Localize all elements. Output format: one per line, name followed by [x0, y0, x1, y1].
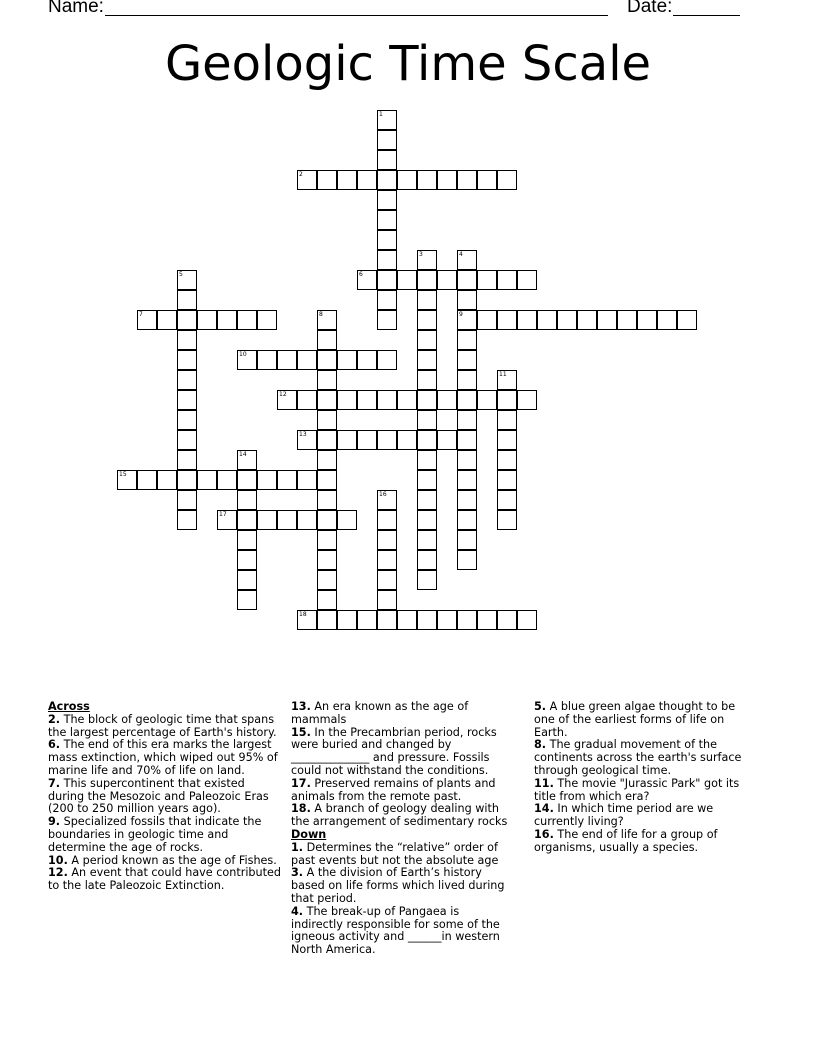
- crossword-cell[interactable]: [377, 430, 397, 450]
- crossword-cell[interactable]: [397, 170, 417, 190]
- crossword-cell[interactable]: [337, 170, 357, 190]
- crossword-cell[interactable]: [637, 310, 657, 330]
- crossword-cell[interactable]: [317, 570, 337, 590]
- crossword-cell[interactable]: [177, 310, 197, 330]
- crossword-cell[interactable]: [457, 370, 477, 390]
- crossword-cell[interactable]: [117, 470, 137, 490]
- crossword-cell[interactable]: [377, 290, 397, 310]
- crossword-cell[interactable]: [357, 610, 377, 630]
- crossword-cell[interactable]: [217, 470, 237, 490]
- clue-number: 9: [459, 311, 463, 318]
- clue-number: 7: [139, 311, 143, 318]
- crossword-cell[interactable]: [277, 510, 297, 530]
- crossword-cell[interactable]: [377, 310, 397, 330]
- crossword-cell[interactable]: [217, 510, 237, 530]
- crossword-cell[interactable]: [377, 490, 397, 510]
- crossword-cell[interactable]: [237, 350, 257, 370]
- crossword-cell[interactable]: [597, 310, 617, 330]
- crossword-cell[interactable]: [497, 450, 517, 470]
- clue-number: 18: [299, 611, 307, 618]
- crossword-cell[interactable]: [497, 170, 517, 190]
- crossword-cell[interactable]: [357, 430, 377, 450]
- clue-across-18: 18. A branch of geology dealing with the arrangement of sedimentary rocks: [291, 802, 508, 829]
- clue-number: 16: [379, 491, 387, 498]
- crossword-cell[interactable]: [417, 430, 437, 450]
- date-field[interactable]: [673, 15, 740, 16]
- crossword-cell[interactable]: [317, 530, 337, 550]
- crossword-cell[interactable]: [437, 610, 457, 630]
- crossword-cell[interactable]: [417, 170, 437, 190]
- crossword-cell[interactable]: [417, 570, 437, 590]
- crossword-cell[interactable]: [517, 610, 537, 630]
- crossword-cell[interactable]: [177, 410, 197, 430]
- crossword-cell[interactable]: [377, 570, 397, 590]
- crossword-cell[interactable]: [457, 350, 477, 370]
- clue-across-2: 2. The block of geologic time that spans the largest percentage of Earth's history.: [48, 712, 277, 739]
- date-label: Date:: [627, 0, 673, 17]
- crossword-cell[interactable]: [377, 610, 397, 630]
- crossword-cell[interactable]: [377, 590, 397, 610]
- crossword-cell[interactable]: [377, 350, 397, 370]
- crossword-cell[interactable]: [417, 470, 437, 490]
- crossword-cell[interactable]: [197, 470, 217, 490]
- crossword-cell[interactable]: [377, 270, 397, 290]
- crossword-cell[interactable]: [237, 510, 257, 530]
- crossword-cell[interactable]: [497, 510, 517, 530]
- clue-number: 5: [179, 271, 183, 278]
- crossword-cell[interactable]: [417, 250, 437, 270]
- crossword-cell[interactable]: [477, 170, 497, 190]
- crossword-cell[interactable]: [297, 170, 317, 190]
- crossword-cell[interactable]: [457, 490, 477, 510]
- clue-down-4: 4. The break-up of Pangaea is indirectly responsible for some of the igneous activity and ______in western North America.: [291, 904, 500, 957]
- crossword-cell[interactable]: [377, 170, 397, 190]
- clue-number: 10: [239, 351, 247, 358]
- crossword-cell[interactable]: [457, 430, 477, 450]
- clue-number: 17: [219, 511, 227, 518]
- crossword-cell[interactable]: [497, 370, 517, 390]
- crossword-cell[interactable]: [317, 350, 337, 370]
- clue-down-11: 11. The movie "Jurassic Park" got its title from which era?: [534, 776, 740, 803]
- crossword-cell[interactable]: [317, 390, 337, 410]
- crossword-cell[interactable]: [657, 310, 677, 330]
- crossword-cell[interactable]: [237, 470, 257, 490]
- crossword-cell[interactable]: [457, 470, 477, 490]
- crossword-cell[interactable]: [377, 530, 397, 550]
- crossword-cell[interactable]: [457, 510, 477, 530]
- crossword-cell[interactable]: [177, 450, 197, 470]
- crossword-cell[interactable]: [237, 570, 257, 590]
- crossword-cell[interactable]: [677, 310, 697, 330]
- across-heading: Across: [48, 700, 90, 713]
- crossword-cell[interactable]: [617, 310, 637, 330]
- crossword-cell[interactable]: [237, 450, 257, 470]
- crossword-cell[interactable]: [417, 550, 437, 570]
- page-title: Geologic Time Scale: [164, 36, 652, 92]
- crossword-cell[interactable]: [277, 350, 297, 370]
- crossword-cell[interactable]: [237, 310, 257, 330]
- crossword-cell[interactable]: [237, 490, 257, 510]
- crossword-cell[interactable]: [237, 590, 257, 610]
- crossword-cell[interactable]: [497, 310, 517, 330]
- clue-down-1: 1. Determines the “relative” order of past events but not the absolute age: [291, 840, 499, 867]
- crossword-cell[interactable]: [317, 610, 337, 630]
- clue-number: 2: [299, 171, 303, 178]
- crossword-cell[interactable]: [297, 510, 317, 530]
- crossword-cell[interactable]: [457, 610, 477, 630]
- crossword-cell[interactable]: [317, 310, 337, 330]
- crossword-cell[interactable]: [337, 430, 357, 450]
- crossword-cell[interactable]: [377, 250, 397, 270]
- clue-number: 4: [459, 251, 463, 258]
- crossword-cell[interactable]: [297, 610, 317, 630]
- crossword-cell[interactable]: [457, 330, 477, 350]
- crossword-cell[interactable]: [457, 290, 477, 310]
- crossword-cell[interactable]: [297, 390, 317, 410]
- crossword-cell[interactable]: [397, 390, 417, 410]
- crossword-cell[interactable]: [137, 310, 157, 330]
- crossword-cell[interactable]: [497, 610, 517, 630]
- crossword-cell[interactable]: [537, 310, 557, 330]
- crossword-cell[interactable]: [177, 470, 197, 490]
- crossword-cell[interactable]: [337, 350, 357, 370]
- crossword-cell[interactable]: [477, 310, 497, 330]
- clue-number: 6: [359, 271, 363, 278]
- crossword-cell[interactable]: [457, 550, 477, 570]
- crossword-cell[interactable]: [397, 430, 417, 450]
- crossword-cell[interactable]: [417, 310, 437, 330]
- crossword-cell[interactable]: [357, 350, 377, 370]
- crossword-cell[interactable]: [517, 310, 537, 330]
- crossword-cell[interactable]: [497, 390, 517, 410]
- crossword-cell[interactable]: [457, 390, 477, 410]
- crossword-cell[interactable]: [237, 530, 257, 550]
- crossword-cell[interactable]: [457, 450, 477, 470]
- crossword-cell[interactable]: [337, 610, 357, 630]
- crossword-cell[interactable]: [377, 210, 397, 230]
- crossword-cell[interactable]: [417, 450, 437, 470]
- crossword-cell[interactable]: [517, 390, 537, 410]
- crossword-cell[interactable]: [377, 230, 397, 250]
- clue-number: 11: [499, 371, 507, 378]
- crossword-cell[interactable]: [317, 470, 337, 490]
- crossword-cell[interactable]: [397, 270, 417, 290]
- clue-down-5: 5. A blue green algae thought to be one of the earliest forms of life on Earth.: [534, 700, 736, 739]
- crossword-cell[interactable]: [417, 530, 437, 550]
- crossword-cell[interactable]: [477, 270, 497, 290]
- crossword-cell[interactable]: [577, 310, 597, 330]
- clue-number: 12: [279, 391, 287, 398]
- crossword-cell[interactable]: [417, 390, 437, 410]
- crossword-cell[interactable]: [177, 330, 197, 350]
- crossword-cell[interactable]: [497, 410, 517, 430]
- crossword-cell[interactable]: [177, 290, 197, 310]
- crossword-cell[interactable]: [337, 390, 357, 410]
- clue-across-9: 9. Specialized fossils that indicate the boundaries in geologic time and determine the age of rocks.: [48, 815, 262, 854]
- crossword-cell[interactable]: [477, 610, 497, 630]
- crossword-cell[interactable]: [157, 310, 177, 330]
- clue-down-14: 14. In which time period are we currently living?: [534, 802, 714, 829]
- clue-number: 1: [379, 111, 383, 118]
- crossword-cell[interactable]: [477, 390, 497, 410]
- crossword-cell[interactable]: [377, 190, 397, 210]
- crossword-cell[interactable]: [457, 530, 477, 550]
- crossword-cell[interactable]: [277, 470, 297, 490]
- clues-column-1: [48, 701, 284, 893]
- clue-across-15: 15. In the Precambrian period, rocks were buried and changed by ______________ and pressure. Fossils could not withstand the conditions.: [291, 725, 497, 777]
- crossword-cell[interactable]: [457, 250, 477, 270]
- crossword-cell[interactable]: [297, 430, 317, 450]
- clue-down-16: 16. The end of life for a group of organisms, usually a species.: [534, 827, 718, 854]
- clue-number: 3: [419, 251, 423, 258]
- clue-across-10: 10. A period known as the age of Fishes.: [48, 853, 277, 867]
- clue-across-17: 17. Preserved remains of plants and animals from the remote past.: [291, 776, 496, 803]
- crossword-cell[interactable]: [317, 430, 337, 450]
- crossword-cell[interactable]: [377, 110, 397, 130]
- crossword-cell[interactable]: [377, 510, 397, 530]
- crossword-cell[interactable]: [377, 150, 397, 170]
- crossword-cell[interactable]: [317, 370, 337, 390]
- crossword-cell[interactable]: [357, 170, 377, 190]
- crossword-cell[interactable]: [417, 350, 437, 370]
- crossword-cell[interactable]: [417, 410, 437, 430]
- crossword-cell[interactable]: [317, 510, 337, 530]
- crossword-cell[interactable]: [457, 310, 477, 330]
- crossword-cell[interactable]: [417, 370, 437, 390]
- clue-across-12: 12. An event that could have contributed to the late Paleozoic Extinction.: [48, 866, 281, 893]
- crossword-cell[interactable]: [317, 330, 337, 350]
- clue-down-8: 8. The gradual movement of the continents across the earth's surface through geological time.: [534, 738, 742, 777]
- crossword-cell[interactable]: [357, 270, 377, 290]
- crossword-cell[interactable]: [257, 510, 277, 530]
- crossword-cell[interactable]: [157, 470, 177, 490]
- crossword-cell[interactable]: [377, 130, 397, 150]
- crossword-cell[interactable]: [317, 490, 337, 510]
- crossword-cell[interactable]: [397, 610, 417, 630]
- clues-column-3: [534, 701, 754, 855]
- crossword-cell[interactable]: [417, 270, 437, 290]
- crossword-cell[interactable]: [177, 390, 197, 410]
- crossword-cell[interactable]: [177, 430, 197, 450]
- clue-number: 15: [119, 471, 127, 478]
- crossword-cell[interactable]: [297, 470, 317, 490]
- down-heading: Down: [291, 827, 327, 841]
- crossword-cell[interactable]: [317, 170, 337, 190]
- crossword-cell[interactable]: [417, 490, 437, 510]
- crossword-cell[interactable]: [257, 350, 277, 370]
- clue-across-13: 13. An era known as the age of mammals: [291, 700, 469, 726]
- crossword-cell[interactable]: [177, 370, 197, 390]
- name-field[interactable]: [105, 15, 608, 16]
- clues-column-2: [291, 701, 513, 957]
- crossword-cell[interactable]: [177, 350, 197, 370]
- clue-number: 8: [319, 311, 323, 318]
- crossword-cell[interactable]: [437, 390, 457, 410]
- crossword-cell[interactable]: [317, 590, 337, 610]
- clue-across-6: 6. The end of this era marks the largest mass extinction, which wiped out 95% of marine life and 70% of life on land.: [48, 738, 278, 777]
- crossword-cell[interactable]: [177, 490, 197, 510]
- crossword-cell[interactable]: [457, 270, 477, 290]
- crossword-cell[interactable]: [497, 430, 517, 450]
- crossword-cell[interactable]: [237, 550, 257, 570]
- clue-down-3: 3. A the division of Earth’s history based on life forms which lived during that period.: [291, 866, 505, 905]
- clue-across-7: 7. This supercontinent that existed during the Mesozoic and Paleozoic Eras (200 to 250 million years ago).: [48, 776, 269, 816]
- crossword-cell[interactable]: [317, 450, 337, 470]
- crossword-cell[interactable]: [457, 410, 477, 430]
- crossword-cell[interactable]: [557, 310, 577, 330]
- crossword-cell[interactable]: [457, 170, 477, 190]
- crossword-cell[interactable]: [337, 510, 357, 530]
- clue-number: 14: [239, 451, 247, 458]
- crossword-cell[interactable]: [377, 390, 397, 410]
- crossword-cell[interactable]: [437, 430, 457, 450]
- crossword-cell[interactable]: [217, 310, 237, 330]
- crossword-cell[interactable]: [257, 470, 277, 490]
- crossword-cell[interactable]: [497, 490, 517, 510]
- crossword-cell[interactable]: [417, 610, 437, 630]
- name-label: Name:: [48, 0, 104, 17]
- crossword-cell[interactable]: [277, 390, 297, 410]
- crossword-cell[interactable]: [257, 310, 277, 330]
- crossword-cell[interactable]: [317, 410, 337, 430]
- crossword-cell[interactable]: [357, 390, 377, 410]
- crossword-cell[interactable]: [197, 310, 217, 330]
- crossword-cell[interactable]: [297, 350, 317, 370]
- crossword-cell[interactable]: [137, 470, 157, 490]
- crossword-cell[interactable]: [177, 510, 197, 530]
- crossword-cell[interactable]: [437, 270, 457, 290]
- crossword-cell[interactable]: [177, 270, 197, 290]
- crossword-cell[interactable]: [497, 270, 517, 290]
- crossword-cell[interactable]: [497, 470, 517, 490]
- crossword-cell[interactable]: [417, 330, 437, 350]
- crossword-cell[interactable]: [317, 550, 337, 570]
- crossword-cell[interactable]: [437, 170, 457, 190]
- crossword-cell[interactable]: [417, 290, 437, 310]
- crossword-cell[interactable]: [517, 270, 537, 290]
- crossword-cell[interactable]: [377, 550, 397, 570]
- clue-number: 13: [299, 431, 307, 438]
- crossword-cell[interactable]: [417, 510, 437, 530]
